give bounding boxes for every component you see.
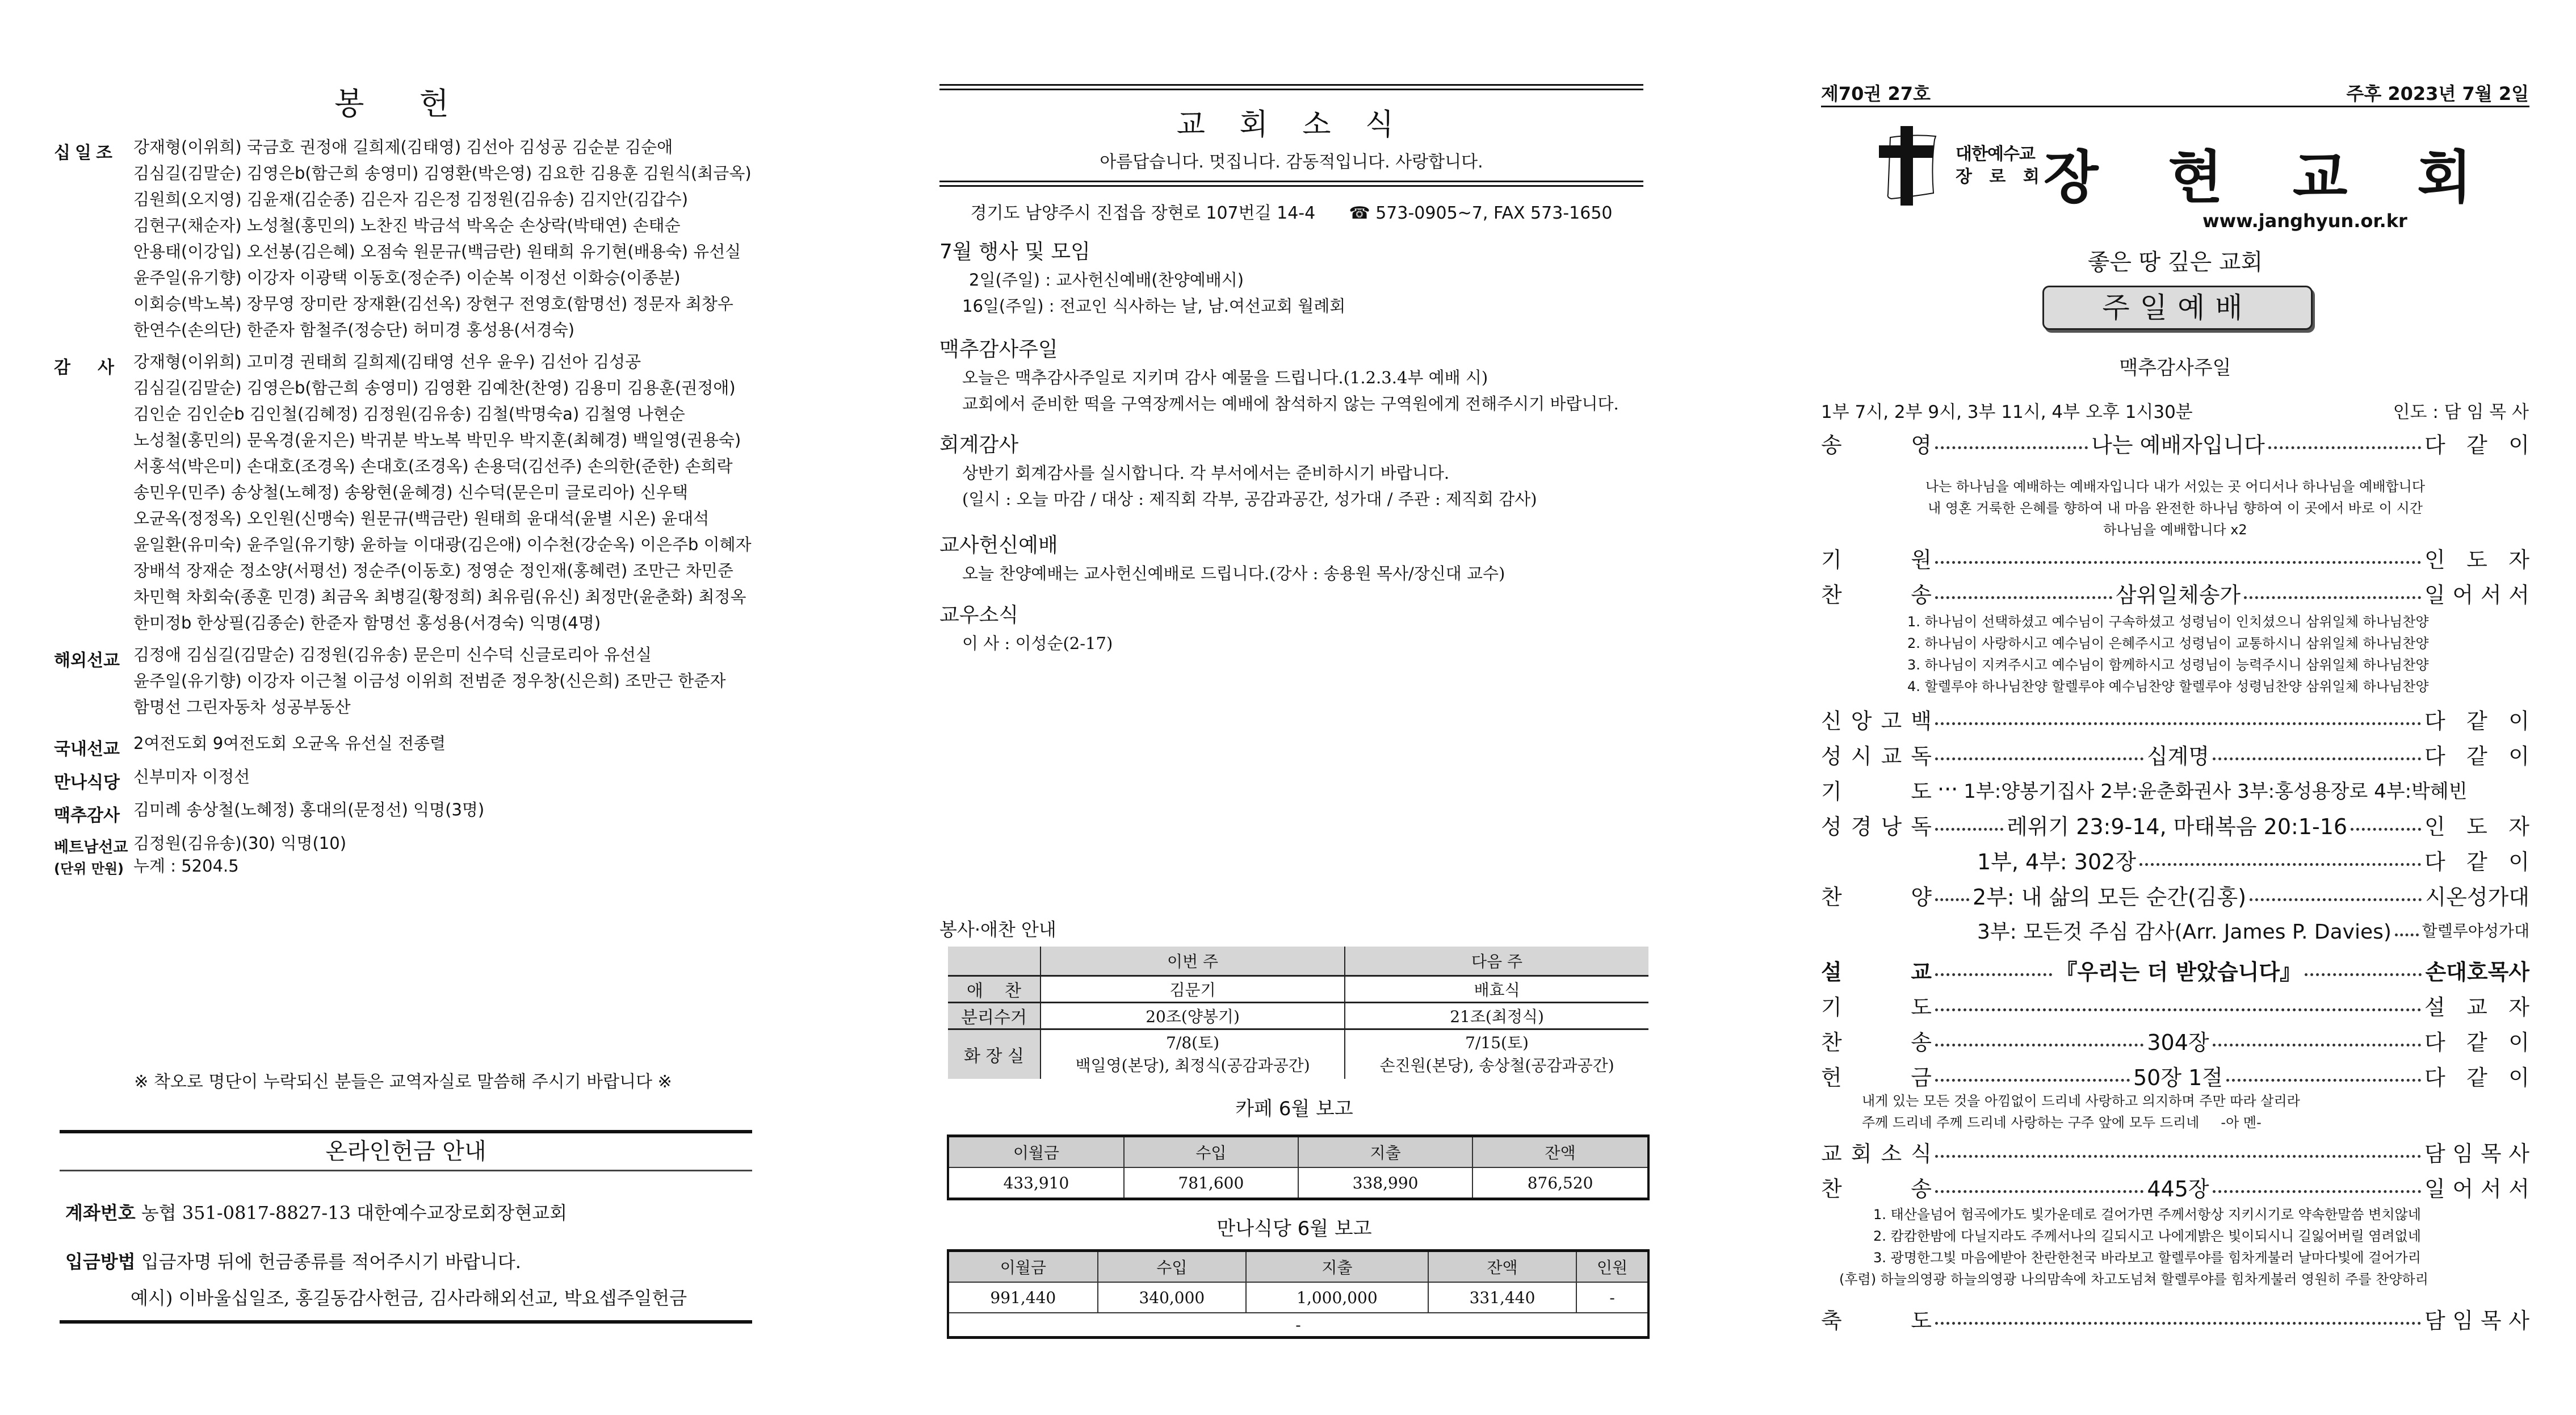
order-title: 1부:양봉기집사 2부:윤춘화권사 3부:홍성용장로 4부:박혜빈 xyxy=(1964,780,2468,803)
manna-report-table xyxy=(947,1249,1650,1339)
offering-label: 만나식당 xyxy=(54,773,120,793)
row-label: 화 장 실 xyxy=(948,1029,1041,1079)
name-line: 김정원(김유송)(30) 익명(10) xyxy=(133,834,347,853)
table-row xyxy=(948,1313,1648,1338)
leader-dots xyxy=(1935,757,2143,760)
offering-label: 감사 xyxy=(54,358,141,378)
order-who: 담 임 목 사 xyxy=(2424,1308,2529,1333)
leader-dots xyxy=(1935,722,2421,725)
lyric-line: 3. 하나님이 지켜주시고 예수님이 함께하시고 성령님이 능력주시니 삼위일체 하나님찬양 xyxy=(1907,657,2429,673)
denomination-text xyxy=(1956,143,2045,189)
order-who: 다 같 이 xyxy=(2424,708,2529,734)
order-who: 다 같 이 xyxy=(2424,849,2529,874)
leader-dots xyxy=(1935,828,2003,831)
order-title: 2부: 내 삶의 모든 순간(김홍) xyxy=(1973,884,2247,910)
name-line: 장배석 장재순 정소양(서평선) 정순주(이동호) 정영순 정인재(홍혜련) 조만근 차민준 xyxy=(133,561,733,580)
section-line: 오늘 찬양예배는 교사헌신예배로 드립니다.(강사 : 송용원 목사/장신대 교수) xyxy=(962,564,1505,583)
cell-date: 7/8(토) xyxy=(1166,1033,1220,1052)
leader-dots xyxy=(1935,1079,2130,1082)
order-row-sermon xyxy=(1821,954,2529,986)
news-section-member-news xyxy=(939,601,1649,656)
name-line: 윤주일(유기향) 이강자 이광택 이동호(정순주) 이순복 이정선 이화승(이종분) xyxy=(133,268,681,287)
offering-label: 베트남선교 xyxy=(54,839,128,856)
leader-dots xyxy=(2305,973,2422,976)
order-name: 찬 송 xyxy=(1821,1029,1932,1055)
order-who: 다 같 이 xyxy=(2424,432,2529,458)
name-line: 강재형(이위희) 국금호 권정애 길희제(김태영) 김선아 김성공 김순분 김순애 xyxy=(133,137,673,157)
order-title: 50장 1절 xyxy=(2133,1065,2223,1090)
manna-report-title: 만나식당 6월 보고 xyxy=(1216,1217,1372,1240)
name-line: 신부미자 이정선 xyxy=(133,767,250,786)
order-name: 성 시 교 독 xyxy=(1821,743,1932,769)
leader-dots xyxy=(2250,898,2422,901)
order-who: 할렐루야성가대 xyxy=(2422,922,2529,940)
offering-title: 봉 헌 xyxy=(334,86,472,122)
order-name: 설 교 xyxy=(1821,959,1932,985)
offering-names xyxy=(133,349,769,636)
order-name: 송 영 xyxy=(1821,432,1932,458)
account-label: 계좌번호 xyxy=(65,1202,136,1224)
account-row xyxy=(60,1199,752,1225)
offering-names xyxy=(133,134,769,343)
leader-dots xyxy=(1935,1322,2421,1325)
section-heading: 7월 행사 및 모임 xyxy=(939,240,1090,263)
order-row-anthem-2 xyxy=(1821,879,2529,911)
occasion-label: 맥추감사주일 xyxy=(2119,357,2231,379)
name-line: 김심길(김말순) 김영은b(함근희 송영미) 김영환 김예찬(찬영) 김용미 김용훈(권정애) xyxy=(133,378,736,397)
online-offering-box xyxy=(60,1130,752,1324)
order-row-invocation xyxy=(1821,542,2529,573)
cell xyxy=(1345,1029,1648,1079)
lyrics-doxology xyxy=(1821,476,2529,541)
divider xyxy=(60,1320,752,1324)
section-line: 2일(주일) : 교사헌신예배(찬양예배시) xyxy=(969,270,1244,290)
name-line: 한미정b 한상필(김종순) 한준자 함명선 홍성용(서경숙) 익명(4명) xyxy=(133,613,601,633)
header-cell: 수입 xyxy=(1098,1251,1246,1283)
cell-names: 백일영(본당), 최정식(공감과공간) xyxy=(1075,1056,1310,1075)
cafe-report-title: 카페 6월 보고 xyxy=(1235,1098,1353,1120)
name-line: 오균옥(정정옥) 오인원(신맹숙) 원문규(백금란) 원태희 윤대석(윤별 시온) 윤대석 xyxy=(133,509,710,528)
omission-notice: ※ 착오로 명단이 누락되신 분들은 교역자실로 말씀해 주시기 바랍니다 ※ xyxy=(134,1072,672,1092)
denomination-bottom: 장 로 회 xyxy=(1956,167,2045,187)
address-text: 경기도 남양주시 진접읍 장현로 107번길 14-4 xyxy=(970,203,1316,223)
order-title: 3부: 모든것 주심 감사(Arr. James P. Davies) xyxy=(1977,920,2392,944)
leader-dots xyxy=(1935,1008,2421,1011)
offering-label: 국내선교 xyxy=(54,739,120,759)
header-cell: 지출 xyxy=(1246,1251,1428,1283)
order-row-hymn-3 xyxy=(1821,1171,2529,1203)
name-line: 서홍석(박은미) 손대호(조경옥) 손대호(조경옥) 손용덕(김선주) 손의한(준한) 손희락 xyxy=(133,457,733,476)
issue-number: 제70권 27호 xyxy=(1821,83,1931,104)
cell: 21조(최정식) xyxy=(1345,1003,1648,1029)
lyric-line: 내게 있는 모든 것을 아낌없이 드리네 사랑하고 의지하며 주만 따라 살리라 xyxy=(1862,1093,2300,1109)
lyric-line: (후렴) 하늘의영광 하늘의영광 나의맘속에 차고도넘쳐 할렐루야를 힘차게불러 영원히 주를 찬양하리 xyxy=(1839,1271,2428,1287)
lyrics-offering xyxy=(1862,1090,2300,1133)
divider xyxy=(1821,106,2529,107)
leader-dots xyxy=(2268,446,2421,449)
section-heading: 회계감사 xyxy=(939,433,1019,457)
section-heading: 맥추감사주일 xyxy=(939,338,1058,361)
lyric-line: 내 영혼 거룩한 은혜를 향하여 내 마음 완전한 하나님 향하여 이 곳에서 바로 이 시간 xyxy=(1928,500,2423,516)
order-title: 삼위일체송가 xyxy=(2115,582,2241,608)
header-cell: 이월금 xyxy=(948,1251,1098,1283)
church-news-title: 교 회 소 식 xyxy=(1176,108,1407,142)
service-times: 1부 7시, 2부 9시, 3부 11시, 4부 오후 1시30분 xyxy=(1821,402,2193,422)
name-line: 차민혁 차회숙(종훈 민경) 최금옥 최병길(황정희) 최유림(유신) 최정만(윤춘화) 최정옥 xyxy=(133,587,746,606)
cell: - xyxy=(1576,1282,1648,1313)
name-line: 노성철(홍민의) 문옥경(윤지은) 박귀분 박노복 박민우 박지훈(최혜경) 백일영(권용숙) xyxy=(133,430,741,450)
order-title: 나는 예배자입니다 xyxy=(2091,432,2265,458)
name-line: 김심길(김말순) 김영은b(함근희 송영미) 김영환(박은영) 김요한 김용훈 김원식(최금옥) xyxy=(133,164,752,183)
header-this-week: 이번 주 xyxy=(1041,947,1345,976)
cell: 340,000 xyxy=(1098,1282,1246,1313)
order-row-doxology xyxy=(1821,427,2529,459)
order-name: 헌 금 xyxy=(1821,1065,1932,1090)
order-who: 인 도 자 xyxy=(2424,547,2529,572)
cumulative-total: 누계 : 5204.5 xyxy=(133,856,239,876)
account-value: 농협 351-0817-8827-13 대한예수교장로회장현교회 xyxy=(141,1202,568,1224)
order-row-anthem-1 xyxy=(1821,844,2529,876)
order-row-responsive-reading xyxy=(1821,738,2529,770)
name-line: 김정애 김심길(김말순) 김정원(김유송) 문은미 신수덕 신글로리아 유선실 xyxy=(133,645,652,664)
order-row-prayer: 기 도 ··· 1부:양봉기집사 2부:윤춘화권사 3부:홍성용장로 4부:박혜빈 xyxy=(1821,773,2529,805)
leader-dots xyxy=(1935,1190,2143,1193)
cell: 1,000,000 xyxy=(1246,1282,1428,1313)
header-cell: 지출 xyxy=(1298,1136,1472,1168)
table-row xyxy=(948,1029,1648,1079)
leader-dots xyxy=(1935,561,2421,564)
cell: 781,600 xyxy=(1124,1167,1298,1199)
cross-scroll-icon xyxy=(1879,126,1941,206)
name-line: 김현구(채순자) 노성철(홍민의) 노찬진 박금석 박옥순 손상락(박태연) 손태순 xyxy=(133,216,681,235)
cell: 433,910 xyxy=(948,1167,1124,1199)
church-logo xyxy=(1879,126,2497,211)
table-row xyxy=(948,976,1648,1003)
church-name: 장 현 교 회 xyxy=(2044,144,2497,211)
leader-dots xyxy=(1935,1155,2421,1158)
offering-names xyxy=(133,642,769,720)
header-cell: 잔액 xyxy=(1428,1251,1576,1283)
section-heading: 교사헌신예배 xyxy=(939,534,1058,557)
order-name: 기 도 xyxy=(1821,778,1932,804)
order-name: 찬 양 xyxy=(1821,884,1932,910)
order-name: 축 도 xyxy=(1821,1308,1932,1333)
lyric-line: 주께 드리네 주께 드리네 사랑하는 구주 앞에 모두 드리네 -아 멘- xyxy=(1862,1115,2262,1131)
lyrics-trinity xyxy=(1907,611,2429,697)
lyric-line: 2. 캄캄한밤에 다닐지라도 주께서나의 길되시고 나에게밝은 빛이되시니 길잃어버릴 염려없네 xyxy=(1873,1228,2421,1244)
cell-date: 7/15(토) xyxy=(1465,1033,1529,1052)
order-row-hymn-1 xyxy=(1821,577,2529,609)
leader-dots xyxy=(2351,828,2421,831)
offering-label: 십일조 xyxy=(54,143,117,163)
church-motto: 좋은 땅 깊은 교회 xyxy=(2087,249,2263,275)
table-row xyxy=(948,1003,1648,1029)
leader-dots xyxy=(1935,446,2088,449)
header-blank xyxy=(948,947,1041,976)
cell: 331,440 xyxy=(1428,1282,1576,1313)
denomination-top: 대한예수교 xyxy=(1956,144,2035,164)
order-row-announcements xyxy=(1821,1136,2529,1167)
news-section-harvest xyxy=(939,335,1649,417)
leader-dots xyxy=(1935,1044,2143,1046)
name-line: 윤주일(유기향) 이강자 이근철 이금성 이위희 전범준 정우창(신은희) 조만근 한준자 xyxy=(133,671,726,690)
name-line: 2여전도회 9여전도회 오균옥 유선실 전종렬 xyxy=(133,734,446,753)
order-row-creed xyxy=(1821,703,2529,735)
leader-dots xyxy=(2226,1079,2421,1082)
order-who: 인 도 자 xyxy=(2424,814,2529,839)
church-news-subtitle: 아름답습니다. 멋집니다. 감동적입니다. 사랑합니다. xyxy=(1100,152,1483,172)
cafe-report-table xyxy=(947,1134,1650,1200)
section-line: 교회에서 준비한 떡을 구역장께서는 예배에 참석하지 않는 구역원에게 전해주시기 바랍니다. xyxy=(962,394,1619,413)
cell: 배효식 xyxy=(1345,976,1648,1003)
service-guide-title: 봉사·애찬 안내 xyxy=(939,919,1056,940)
order-who: 일 어 서 서 xyxy=(2424,582,2529,608)
method-row xyxy=(60,1247,752,1274)
service-guide-table xyxy=(948,947,1648,1079)
table-row xyxy=(948,1282,1648,1313)
lyric-line: 3. 광명한그빛 마음에받아 찬란한천국 바라보고 할렐루야를 힘차게불러 날마다빛에 걸어가리 xyxy=(1873,1250,2421,1266)
double-rule xyxy=(939,84,1643,90)
order-row-scripture xyxy=(1821,809,2529,840)
name-line: 한연수(손의단) 한준자 함철주(정승단) 허미경 홍성용(서경숙) xyxy=(133,320,575,340)
order-who: 다 같 이 xyxy=(2424,743,2529,769)
order-row-hymn-2 xyxy=(1821,1024,2529,1056)
section-heading: 교우소식 xyxy=(939,604,1019,627)
sermon-title: 『우리는 더 받았습니다』 xyxy=(2055,959,2302,985)
row-label: 애 찬 xyxy=(948,976,1041,1003)
section-line: 이 사 : 이성순(2-17) xyxy=(962,634,1113,653)
row-label: 분리수거 xyxy=(948,1003,1041,1029)
order-title: 1부, 4부: 302장 xyxy=(1977,849,2137,874)
order-who: 다 같 이 xyxy=(2424,1029,2529,1055)
bulletin-date: 주후 2023년 7월 2일 xyxy=(2346,83,2529,104)
leader-dots xyxy=(2395,933,2419,936)
name-line: 김원희(오지영) 김윤재(김순종) 김은자 김은정 김정원(김유송) 김지안(김갑수) xyxy=(133,190,689,209)
header-cell: 잔액 xyxy=(1472,1136,1648,1168)
cell xyxy=(1041,1029,1345,1079)
cell: 338,990 xyxy=(1298,1167,1472,1199)
method-value: 입금자명 뒤에 헌금종류를 적어주시기 바랍니다. xyxy=(141,1251,521,1272)
leader-dots xyxy=(2139,863,2421,866)
order-row-offering xyxy=(1821,1060,2529,1091)
leader-dots xyxy=(2213,1190,2421,1193)
order-name: 기 원 xyxy=(1821,547,1932,572)
cell: 20조(양봉기) xyxy=(1041,1003,1345,1029)
section-line: 16일(주일) : 전교인 식사하는 날, 남.여선교회 월례회 xyxy=(962,296,1346,316)
section-line: 오늘은 맥추감사주일로 지키며 감사 예물을 드립니다.(1.2.3.4부 예배 시) xyxy=(962,368,1488,387)
online-offering-title: 온라인헌금 안내 xyxy=(325,1138,486,1165)
lyric-line: 4. 할렐루야 하나님찬양 할렐루야 예수님찬양 할렐루야 성령님찬양 삼위일체 하나님찬양 xyxy=(1907,679,2429,694)
church-news-header xyxy=(939,84,1643,187)
name-line: 강재형(이위희) 고미경 권태희 길희제(김태영 선우 윤우) 김선아 김성공 xyxy=(133,352,641,371)
order-row-prayer-2 xyxy=(1821,989,2529,1021)
method-label: 입금방법 xyxy=(65,1251,136,1272)
leader-dots xyxy=(1935,596,2112,599)
name-line: 김인순 김인순b 김인철(김혜정) 김정원(김유송) 김철(박명숙a) 김철영 나현순 xyxy=(133,404,685,424)
order-name: 성 경 낭 독 xyxy=(1821,814,1932,839)
lyric-line: 나는 하나님을 예배하는 예배자입니다 내가 서있는 곳 어디서나 하나님을 예배합니다 xyxy=(1925,479,2426,495)
lyric-line: 1. 태산을넘어 험곡에가도 빛가운데로 걸어가면 주께서항상 지키시기로 약속한말씀 변치않네 xyxy=(1873,1207,2421,1223)
order-title: 레위기 23:9-14, 마태복음 20:1-16 xyxy=(2007,814,2348,839)
order-title: 십계명 xyxy=(2146,743,2210,769)
unit-label: (단위 만원) xyxy=(54,861,124,877)
offering-label: 맥추감사 xyxy=(54,806,120,826)
leader-dots xyxy=(1935,898,1969,901)
name-line: 함명선 그린자동차 성공부동산 xyxy=(133,697,351,717)
order-name: 기 도 xyxy=(1821,994,1932,1020)
lyrics-hymn-445 xyxy=(1839,1204,2428,1290)
header-cell: 인원 xyxy=(1576,1251,1648,1283)
lyric-line: 1. 하나님이 선택하셨고 예수님이 구속하셨고 성령님이 인치셨으니 삼위일체 하나님찬양 xyxy=(1907,614,2429,630)
name-line: 송민우(민주) 송상철(노혜정) 송왕현(윤혜경) 신수덕(문은미 글로리아) 신우택 xyxy=(133,483,689,502)
order-who: 시온성가대 xyxy=(2425,884,2529,910)
order-title: 445장 xyxy=(2147,1176,2209,1202)
worship-title-box: 주일예배 xyxy=(2042,286,2313,330)
lyric-line: 2. 하나님이 사랑하시고 예수님이 은혜주시고 성령님이 교통하시니 삼위일체 하나님찬양 xyxy=(1907,635,2429,651)
news-section-teacher-service xyxy=(939,531,1649,587)
name-line: 김미례 송상철(노혜정) 홍대의(문정선) 익명(3명) xyxy=(133,800,485,819)
note-cell: - xyxy=(948,1313,1648,1338)
name-line: 안용태(이강입) 오선봉(김은혜) 오점숙 원문규(백금란) 원태희 유기현(배용숙) 유선실 xyxy=(133,242,741,261)
order-who: 다 같 이 xyxy=(2424,1065,2529,1090)
section-line: 상반기 회계감사를 실시합니다. 각 부서에서는 준비하시기 바랍니다. xyxy=(962,463,1450,483)
name-line: 윤일환(유미숙) 윤주일(유기향) 윤하늘 이대광(김은애) 이수천(강순옥) 이은주b 이혜자 xyxy=(133,535,752,554)
service-leader: 인도 : 담 임 목 사 xyxy=(2393,402,2529,422)
leader-dots xyxy=(2213,1044,2421,1046)
order-who: 설 교 자 xyxy=(2424,994,2529,1020)
leader-dots xyxy=(1935,973,2052,976)
phone-text: ☎ 573-0905~7, FAX 573-1650 xyxy=(1349,203,1613,223)
table-row xyxy=(948,1167,1648,1199)
news-section-audit xyxy=(939,430,1649,512)
order-title: 304장 xyxy=(2147,1029,2209,1055)
order-name: 찬 송 xyxy=(1821,582,1932,608)
method-example: 예시) 이바울십일조, 홍길동감사헌금, 김사라해외선교, 박요셉주일헌금 xyxy=(131,1287,687,1309)
cell: 876,520 xyxy=(1472,1167,1648,1199)
cell: 김문기 xyxy=(1041,976,1345,1003)
news-section-july-events xyxy=(939,237,1649,319)
divider xyxy=(60,1170,752,1171)
header-next-week: 다음 주 xyxy=(1345,947,1648,976)
cell-names: 손진원(본당), 송상철(공감과공간) xyxy=(1379,1056,1614,1075)
double-rule xyxy=(939,181,1643,187)
header-cell: 수입 xyxy=(1124,1136,1298,1168)
preacher: 손대호목사 xyxy=(2425,959,2530,985)
header-cell: 이월금 xyxy=(948,1136,1124,1168)
order-who: 일 어 서 서 xyxy=(2424,1176,2529,1202)
offering-label: 해외선교 xyxy=(54,651,120,671)
leader-dots xyxy=(2244,596,2421,599)
name-line: 이회승(박노복) 장무영 장미란 장재환(김선옥) 장현구 전영호(함명선) 정문자 최창우 xyxy=(133,294,733,313)
leader-dots xyxy=(2213,757,2421,760)
section-line: (일시 : 오늘 마감 / 대상 : 제직회 각부, 공감과공간, 성가대 / 주관 : 제직회 감사) xyxy=(962,489,1537,509)
order-who: 담 임 목 사 xyxy=(2424,1141,2529,1166)
order-row-anthem-3 xyxy=(1821,914,2529,946)
order-row-benediction xyxy=(1821,1303,2529,1334)
order-name: 교 회 소 식 xyxy=(1821,1141,1932,1166)
order-name: 찬 송 xyxy=(1821,1176,1932,1202)
cell: 991,440 xyxy=(948,1282,1098,1313)
order-name: 신 앙 고 백 xyxy=(1821,708,1932,734)
lyric-line: 하나님을 예배합니다 x2 xyxy=(2103,522,2247,538)
website-link[interactable]: www.janghyun.or.kr xyxy=(2202,210,2407,232)
church-address xyxy=(939,199,1643,224)
